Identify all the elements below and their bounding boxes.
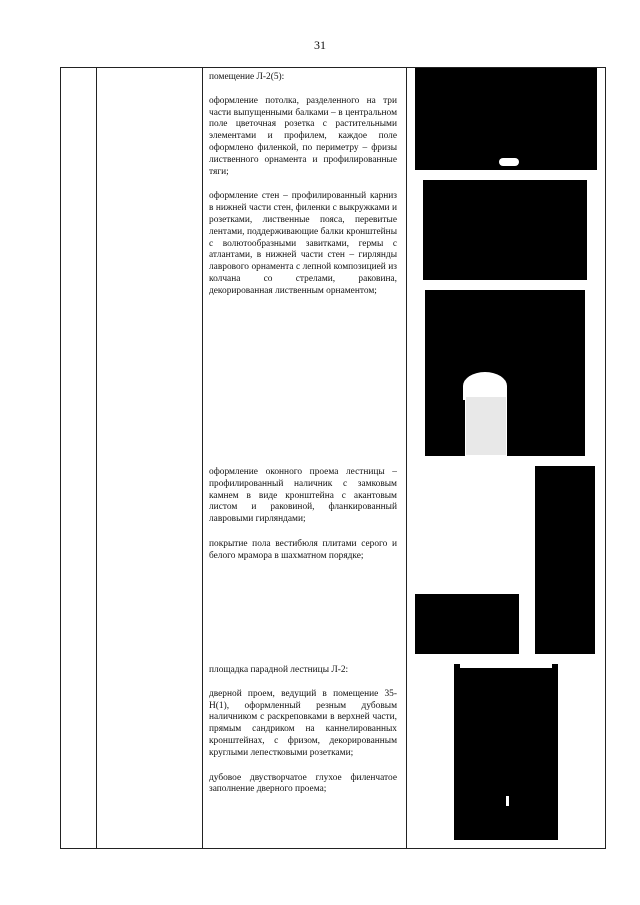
door-leaf-description: дубовое двустворчатое глухое филенчатое заполнение дверного проема; <box>209 772 397 795</box>
section-2-text <box>209 467 397 576</box>
door-photo <box>454 664 558 840</box>
ceiling-description: оформление потолка, разделенного на три части выпущенными балками – в центральном поле цветочная розетка с растительными элементами и профилем, каждое поле оформлено филенкой, по периметру – фризы лиственного орнамента и профилированные тяги; <box>209 95 397 177</box>
stair-window-frame <box>465 396 507 456</box>
window-description: оформление оконного проема лестницы – профилированный наличник с замковым камнем в виде кронштейна с акантовым листом и раковиной, фланкированный лавровыми гирляндами; <box>209 467 397 525</box>
section-1-text <box>209 72 397 311</box>
doorway-description: дверной проем, ведущий в помещение 35-Н(1), оформленный резным дубовым наличником с раскреповками в верхней части, прямым сандриком на каннелированных кронштейнах, с фризом, декорированным круглыми лепестковыми розетками; <box>209 688 397 758</box>
column-divider <box>406 68 407 848</box>
window-photo <box>535 466 595 654</box>
landing-heading: площадка парадной лестницы Л-2: <box>209 665 349 675</box>
section-3-text <box>209 665 397 809</box>
walls-description: оформление стен – профилированный карниз в нижней части стен, филенки с выкружками и розетками, лиственные пояса, перевитые лентами, поддерживающие балки кронштейны с волютообразными завитками, гермы с атлантами, в нижней части стен – гирлянды лаврового орнамента с лепной композицией из колчана со стрелами, раковина, декорированная лиственным орнаментом; <box>209 191 397 296</box>
ceiling-fixture <box>499 158 519 166</box>
ceiling-detail-photo <box>423 180 587 280</box>
page-number: 31 <box>314 38 326 52</box>
column-divider <box>202 68 203 848</box>
room-heading: помещение Л-2(5): <box>209 72 285 82</box>
floor-edge <box>425 456 585 462</box>
door-top-edge <box>460 664 552 668</box>
ceiling-photo <box>415 68 597 170</box>
floor-description: покрытие пола вестибюля плитами серого и белого мрамора в шахматном порядке; <box>209 538 397 561</box>
door-handle <box>506 796 509 806</box>
floor-photo <box>415 594 519 654</box>
column-divider <box>96 68 97 848</box>
stair-hall-photo <box>425 290 585 462</box>
